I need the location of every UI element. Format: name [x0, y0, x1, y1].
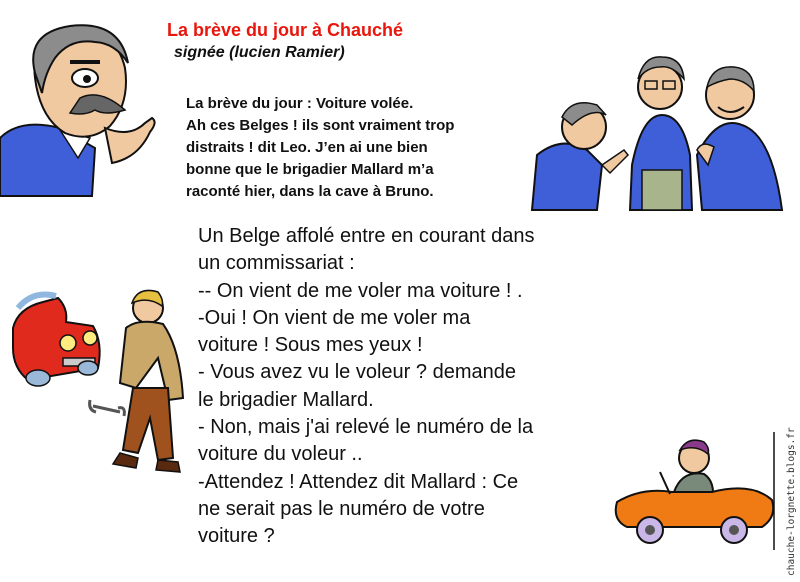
joke-line: - Non, mais j'ai relevé le numéro de la	[198, 416, 534, 439]
man-with-wrench-and-red-car-icon	[8, 288, 193, 488]
watermark-text: chauche-lorgnette.blogs.fr	[786, 427, 797, 576]
joke-line: ne serait pas le numéro de votre	[198, 497, 485, 520]
intro-paragraph	[186, 93, 516, 203]
joke-line: - Vous avez vu le voleur ? demande	[198, 361, 516, 384]
joke-line: voiture du voleur ..	[198, 443, 363, 466]
old-man-pointing-icon	[0, 18, 160, 196]
intro-line: La brève du jour : Voiture volée.	[186, 95, 414, 112]
joke-line: -Attendez ! Attendez dit Mallard : Ce	[198, 470, 519, 493]
intro-line: raconté hier, dans la cave à Bruno.	[186, 183, 434, 200]
joke-line: voiture ?	[198, 525, 275, 548]
intro-line: Ah ces Belges ! ils sont vraiment trop	[186, 117, 455, 134]
page-subtitle: signée (lucien Ramier)	[174, 44, 345, 61]
joke-line: Un Belge affolé entre en courant dans	[198, 225, 535, 247]
joke-line: le brigadier Mallard.	[198, 388, 374, 411]
intro-line: bonne que le brigadier Mallard m’a	[186, 161, 434, 178]
intro-line: distraits ! dit Leo. J’en ai une bien	[186, 139, 428, 156]
joke-line: voiture ! Sous mes yeux !	[198, 334, 423, 357]
joke-line: -Oui ! On vient de me voler ma	[198, 306, 471, 329]
old-man-driving-orange-car-icon	[612, 432, 780, 552]
watermark	[784, 424, 798, 576]
page-title: La brève du jour à Chauché	[167, 20, 404, 40]
joke-line: un commissariat :	[198, 252, 355, 275]
joke-text	[198, 223, 598, 551]
joke-line: -- On vient de me voler ma voiture ! .	[198, 279, 523, 302]
three-old-men-laughing-icon	[532, 55, 790, 210]
